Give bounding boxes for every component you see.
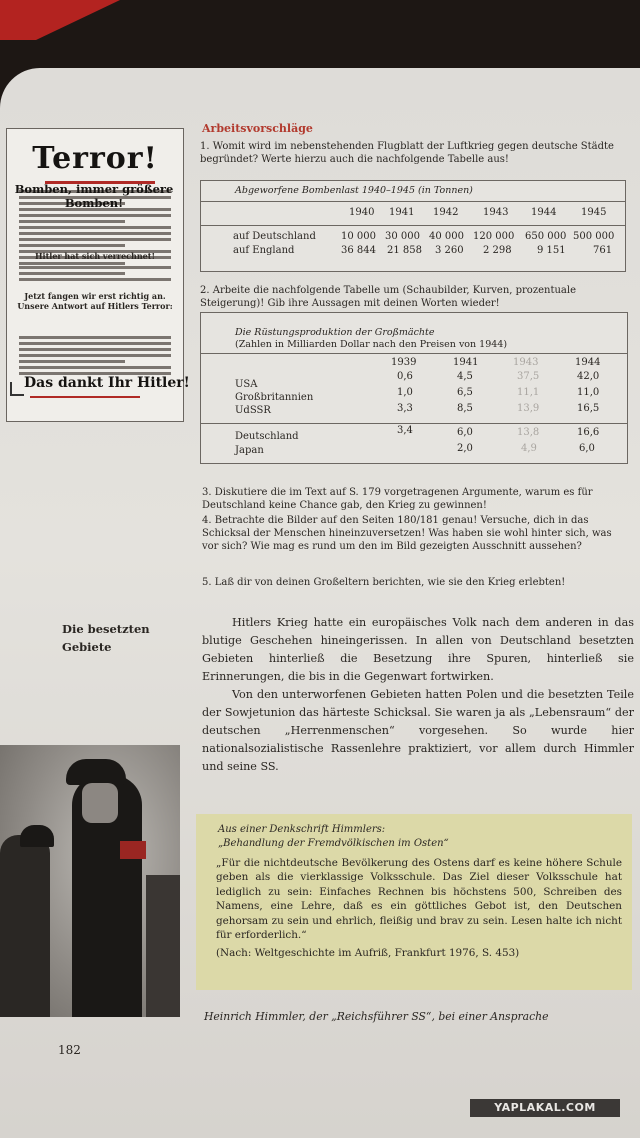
bomb-cell: 36 844 bbox=[341, 245, 376, 256]
arms-year: 1939 bbox=[391, 357, 417, 368]
bomb-cell: 120 000 bbox=[473, 231, 515, 242]
photo-figure-left bbox=[0, 835, 50, 1017]
arms-cell: 0,6 bbox=[397, 371, 413, 382]
bomb-cell: 9 151 bbox=[537, 245, 566, 256]
arms-year: 1944 bbox=[575, 357, 601, 368]
bomb-year: 1943 bbox=[483, 207, 509, 218]
paragraph-2: Von den unterworfenen Gebieten hatten Polen und die besetzten Teile der Sowjetunion das härteste Schicksal. Sie waren ja als „Lebensraum“ der deutschen „Herrenmenschen“ vorgesehen. So wurde hier nationalsozialistische Rassenlehre praktiziert, vor allem durch Himmler und seine SS. bbox=[202, 688, 634, 773]
quote-box bbox=[196, 814, 632, 990]
arms-row-label: Großbritannien bbox=[235, 392, 314, 403]
photo-armband bbox=[120, 841, 146, 859]
watermark: YAPLAKAL.COM bbox=[470, 1099, 620, 1117]
bomb-cell: 500 000 bbox=[573, 231, 615, 242]
bomb-cell: 10 000 bbox=[341, 231, 376, 242]
leaflet-bomb-line: Bomben, immer größere Bomben! bbox=[14, 182, 174, 210]
photo-helmet bbox=[20, 825, 54, 847]
arms-cell: 42,0 bbox=[577, 371, 600, 382]
leaflet-red-line bbox=[30, 396, 140, 398]
quote-body bbox=[216, 856, 622, 961]
photo-face bbox=[82, 783, 118, 823]
bomb-year: 1942 bbox=[433, 207, 459, 218]
arms-cell: 6,0 bbox=[457, 427, 473, 438]
page-number: 182 bbox=[58, 1043, 81, 1057]
arms-cell: 37,5 bbox=[517, 371, 540, 382]
quote-source: (Nach: Weltgeschichte im Aufriß, Frankfurt 1976, S. 453) bbox=[216, 947, 520, 960]
arms-row-label: UdSSR bbox=[235, 405, 271, 416]
quote-heading-2: „Behandlung der Fremdvölkischen im Osten“ bbox=[218, 838, 449, 849]
leaflet-closing: Das dankt Ihr Hitler! bbox=[24, 375, 190, 391]
bomb-cell: 3 260 bbox=[435, 245, 464, 256]
quote-text: „Für die nichtdeutsche Bevölkerung des Ostens darf es keine höhere Schule geben als die vierklassige Volksschule. Das Ziel dieser Volksschule hat lediglich zu sein: Einfaches Rechnen bis höchstens 500, Schreiben des Namens, eine Lehre, daß es ein göttliches Gebot ist, den Deutschen gehorsam zu sein und ehrlich, fleißig und brav zu sein. Lesen halte ich nicht für erforderlich.“ bbox=[216, 857, 622, 942]
arms-row-label: USA bbox=[235, 379, 258, 390]
arms-row-label: Deutschland bbox=[235, 431, 299, 442]
arms-cell: 11,1 bbox=[517, 387, 540, 398]
photo-figure-right bbox=[146, 875, 180, 1017]
bomb-year: 1944 bbox=[531, 207, 557, 218]
leaflet-title: Terror! bbox=[32, 141, 158, 176]
bomb-cell: 2 298 bbox=[483, 245, 512, 256]
armament-table bbox=[200, 312, 628, 464]
armament-table-title: Die Rüstungsproduktion der Großmächte bbox=[235, 327, 435, 338]
side-heading-line-2: Gebiete bbox=[62, 640, 112, 654]
arms-row-label: Japan bbox=[235, 445, 264, 456]
photo-caption: Heinrich Himmler, der „Reichsführer SS“, bei einer Ansprache bbox=[204, 1010, 549, 1023]
bomb-cell: 761 bbox=[593, 245, 613, 256]
himmler-photo bbox=[0, 745, 180, 1017]
photo-cap bbox=[66, 759, 126, 785]
quote-heading-1: Aus einer Denkschrift Himmlers: bbox=[218, 824, 386, 835]
bomb-row-label: auf England bbox=[233, 245, 295, 256]
arms-cell: 16,6 bbox=[577, 427, 600, 438]
side-heading-line-1: Die besetzten bbox=[62, 622, 150, 636]
arms-cell: 2,0 bbox=[457, 443, 473, 454]
arms-cell: 3,3 bbox=[397, 403, 413, 414]
leaflet-corner-mark bbox=[10, 382, 24, 396]
arms-year: 1941 bbox=[453, 357, 479, 368]
bomb-cell: 30 000 bbox=[385, 231, 420, 242]
arms-cell: 6,0 bbox=[579, 443, 595, 454]
bomb-table-title: Abgeworfene Bombenlast 1940–1945 (in Tonnen) bbox=[235, 185, 473, 196]
exercises-heading: Arbeitsvorschläge bbox=[202, 122, 313, 135]
bomb-table bbox=[200, 180, 626, 272]
bomb-cell: 21 858 bbox=[387, 245, 422, 256]
armament-table-subtitle: (Zahlen in Milliarden Dollar nach den Preisen von 1944) bbox=[235, 339, 508, 350]
arms-cell: 1,0 bbox=[397, 387, 413, 398]
bomb-row-label: auf Deutschland bbox=[233, 231, 316, 242]
paragraph-1: Hitlers Krieg hatte ein europäisches Volk nach dem anderen in das blutige Geschehen hineingerissen. In allen von Deutschland besetzten Gebieten hinterließ die Besetzung ihre Spuren, hinterließ sie Erinnerungen, die bis in die Gegenwart fortwirken. bbox=[202, 616, 634, 683]
bomb-cell: 40 000 bbox=[429, 231, 464, 242]
exercise-3: 3. Diskutiere die im Text auf S. 179 vorgetragenen Argumente, warum es für Deutschland keine Chance gab, den Krieg zu gewinnen! bbox=[202, 487, 593, 511]
arms-cell: 6,5 bbox=[457, 387, 473, 398]
bomb-cell: 650 000 bbox=[525, 231, 567, 242]
exercise-2: 2. Arbeite die nachfolgende Tabelle um (Schaubilder, Kurven, prozentuale Steigerung)! Gib ihre Aussagen mit deinen Worten wieder! bbox=[200, 285, 576, 309]
side-heading bbox=[62, 620, 150, 656]
exercise-1: 1. Womit wird im nebenstehenden Flugblatt der Luftkrieg gegen deutsche Städte begründet? Werte hierzu auch die nachfolgende Tabelle aus! bbox=[200, 141, 614, 165]
arms-year: 1943 bbox=[513, 357, 539, 368]
arms-cell: 4,9 bbox=[521, 443, 537, 454]
leaflet-heading-2: Jetzt fangen wir erst richtig an. bbox=[24, 291, 166, 301]
bomb-year: 1945 bbox=[581, 207, 607, 218]
arms-cell: 13,8 bbox=[517, 427, 540, 438]
red-object-corner bbox=[0, 0, 120, 40]
exercise-4: 4. Betrachte die Bilder auf den Seiten 180/181 genau! Versuche, dich in das Schicksal der Menschen hineinzuversetzen! Was haben sie wohl hinter sich, was vor sich? Wie mag es rund um den im Bild gezeigten Ausschnitt aussehen? bbox=[202, 515, 612, 552]
arms-cell: 11,0 bbox=[577, 387, 600, 398]
bomb-year: 1941 bbox=[389, 207, 415, 218]
leaflet-heading-3: Unsere Antwort auf Hitlers Terror: bbox=[17, 301, 173, 311]
exercise-5: 5. Laß dir von deinen Großeltern berichten, wie sie den Krieg erlebten! bbox=[202, 577, 566, 588]
arms-cell: 8,5 bbox=[457, 403, 473, 414]
leaflet-text-block-2 bbox=[19, 263, 171, 284]
bomb-year: 1940 bbox=[349, 207, 375, 218]
arms-cell: 16,5 bbox=[577, 403, 600, 414]
arms-cell: 13,9 bbox=[517, 403, 540, 414]
leaflet-heading-1: Hitler hat sich verrechnet! bbox=[35, 251, 155, 261]
arms-cell: 4,5 bbox=[457, 371, 473, 382]
leaflet-text-block-3 bbox=[19, 333, 171, 378]
arms-cell: 3,4 bbox=[397, 425, 413, 436]
